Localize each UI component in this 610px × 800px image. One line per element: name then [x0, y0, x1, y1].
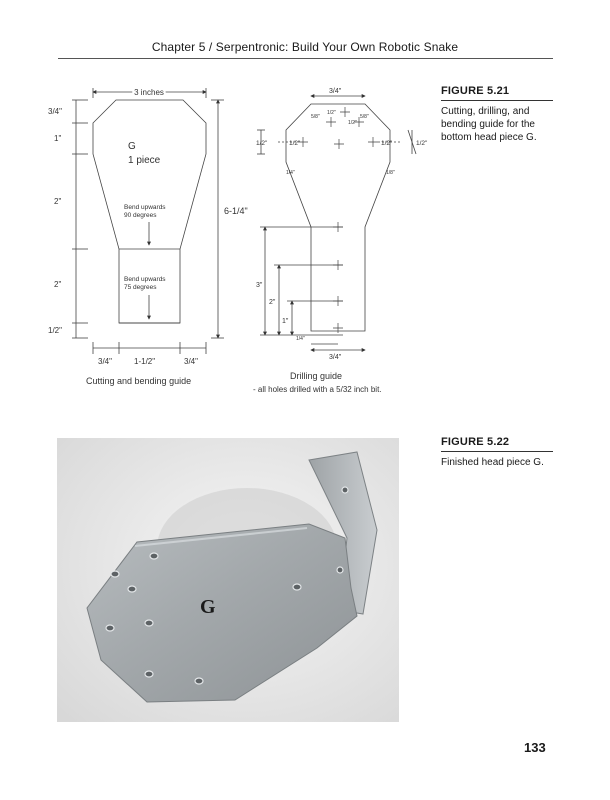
- drill-side-3: 1/2": [381, 140, 393, 147]
- dim-right: 6-1/4": [224, 206, 248, 216]
- dim-left-1: 3/4": [48, 107, 62, 116]
- figure-5-21-text: Cutting, drilling, and bending guide for the bottom head piece G.: [441, 106, 537, 143]
- dim-bottom-2: 1-1/2": [134, 357, 156, 366]
- dim-left-3: 2": [54, 197, 62, 206]
- drilling-guide-note: - all holes drilled with a 5/32 inch bit.: [253, 385, 382, 394]
- cutting-outline: [73, 99, 202, 123]
- figure-5-21-caption: [441, 85, 553, 144]
- figure-5-22-label: FIGURE 5.22: [441, 436, 553, 452]
- figure-5-21-label: FIGURE 5.21: [441, 85, 553, 101]
- dim-left-4: 2": [54, 280, 62, 289]
- drill-top-small-2: 1/2": [327, 110, 336, 116]
- cutting-guide: [72, 88, 224, 354]
- drilling-guide-title: Drilling guide: [290, 371, 343, 381]
- running-header: Chapter 5 / Serpentronic: Build Your Own Robotic Snake: [151, 40, 459, 54]
- piece-count: 1 piece: [128, 155, 161, 166]
- drilling-guide: [257, 96, 416, 350]
- drill-side-4: 1/2": [416, 140, 428, 147]
- drill-side-1: 1/2": [256, 140, 268, 147]
- drill-top-small-1: 5/8": [311, 114, 320, 120]
- dim-bottom-3: 3/4": [184, 357, 198, 366]
- bend-75-line1: Bend upwards: [124, 276, 166, 283]
- drill-left-dim-3: 1": [282, 318, 289, 325]
- piece-letter: G: [128, 141, 136, 152]
- drill-bottom-dim: 3/4": [329, 354, 342, 361]
- drill-quarter-left: 1/4": [286, 170, 295, 176]
- figure-5-22-text: Finished head piece G.: [441, 457, 544, 468]
- drill-top-small-4: 5/8": [360, 114, 369, 120]
- drill-left-dim-2: 2": [269, 299, 276, 306]
- drill-side-2: 1/2": [289, 140, 301, 147]
- dim-left-2: 1": [54, 134, 62, 143]
- dim-bottom-1: 3/4": [98, 357, 112, 366]
- figure-5-22-photo: [57, 438, 399, 722]
- bend-90-line1: Bend upwards: [124, 204, 166, 211]
- drill-quarter-right: 1/8": [386, 170, 395, 176]
- dim-left-5: 1/2": [48, 326, 62, 335]
- drill-bottom-small: 1/4": [296, 336, 305, 342]
- drilling-guide-labels: [253, 88, 428, 394]
- cutting-guide-title: Cutting and bending guide: [86, 376, 192, 386]
- figure-5-21-diagram: [48, 82, 458, 402]
- drill-left-dim-1: 3": [256, 282, 263, 289]
- header-rule: [58, 58, 553, 59]
- figure-5-22-caption: [441, 436, 553, 469]
- page-number: 133: [524, 740, 546, 755]
- photo-letter: G: [200, 596, 216, 618]
- top-width-label: 3 inches: [134, 88, 164, 97]
- drill-top-dim: 3/4": [329, 88, 342, 95]
- bend-90-line2: 90 degrees: [124, 212, 157, 219]
- drill-holes: [298, 107, 378, 333]
- drill-top-small-3: 1/2": [348, 120, 357, 126]
- bend-75-line2: 75 degrees: [124, 284, 157, 291]
